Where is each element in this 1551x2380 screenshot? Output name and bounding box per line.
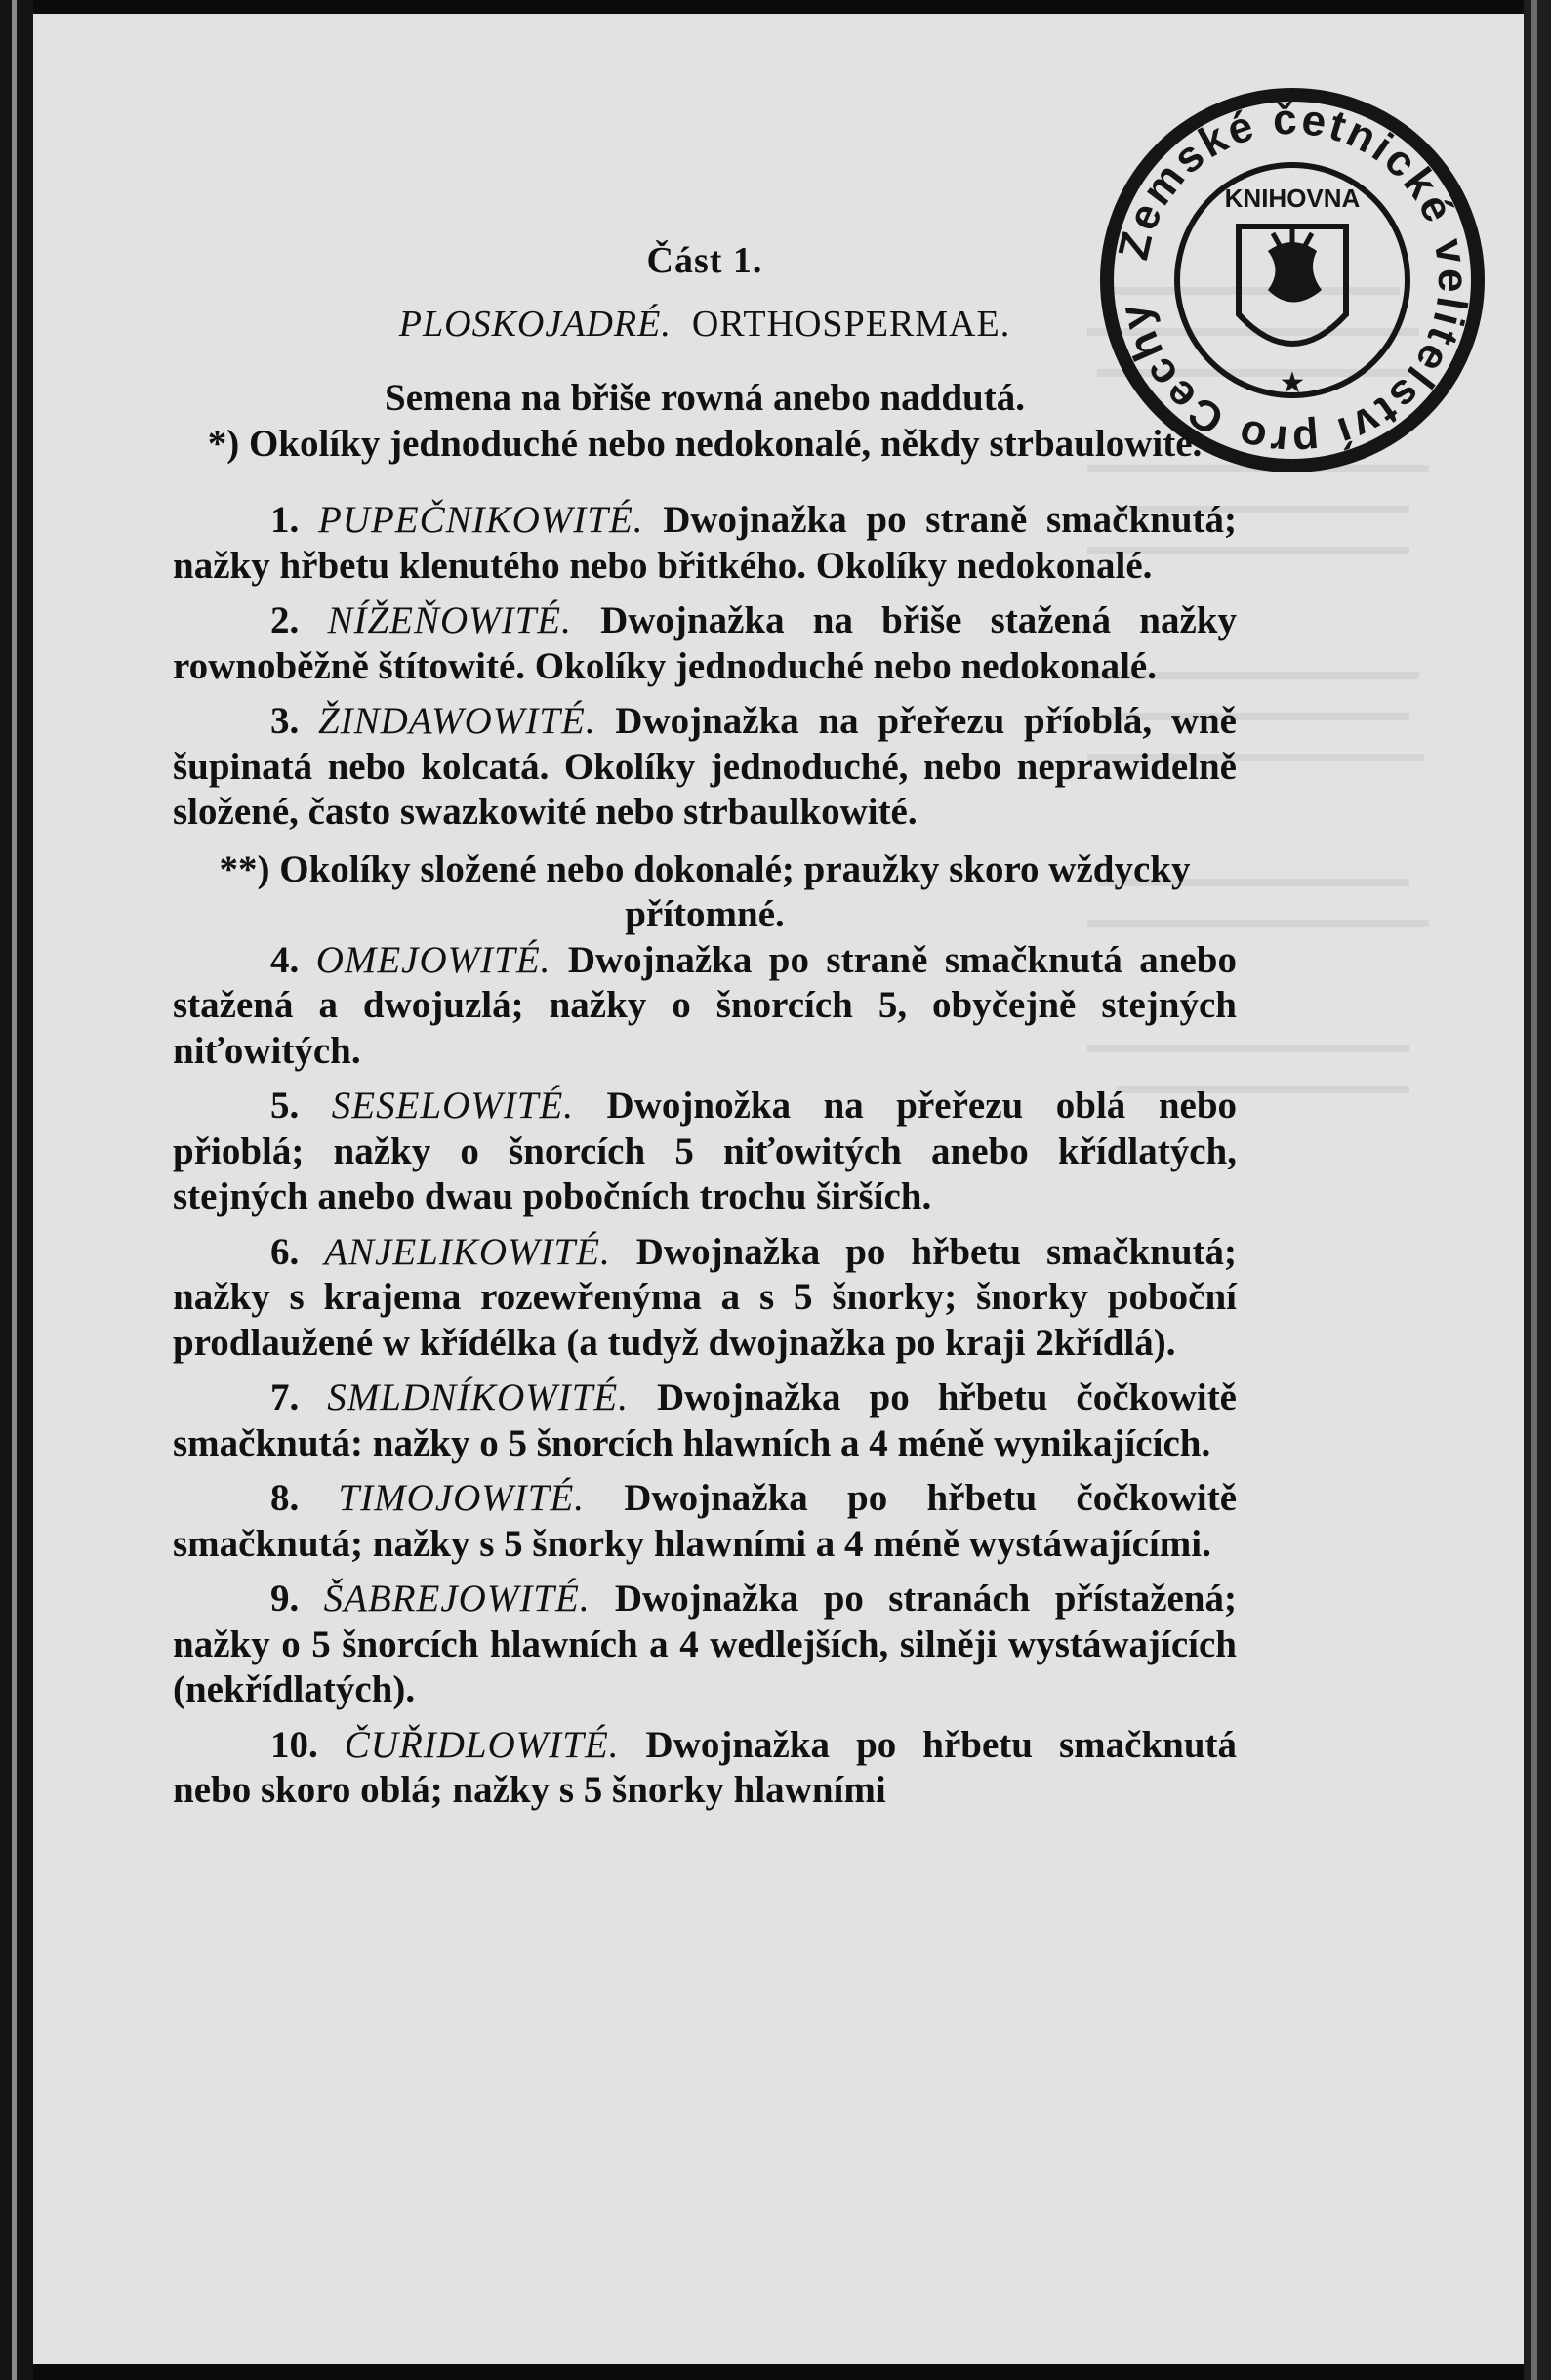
scan-left-margin <box>0 0 33 2380</box>
family-name: OMEJOWITÉ. <box>315 938 551 981</box>
family-entry <box>173 1577 1237 1713</box>
family-description: Dwojnažka na přeřezu příoblá, wně šupinatá nebo kolcatá. Okolíky jednoduché, nebo neprawidelně složené, často swazkowité nebo strbaulkowité. <box>173 700 1237 833</box>
family-entry <box>173 598 1237 689</box>
section-title-latin: ORTHOSPERMAE. <box>691 303 1011 345</box>
family-number: 6. <box>270 1230 325 1273</box>
family-entry <box>173 498 1237 589</box>
family-name: ŠABREJOWITÉ. <box>323 1578 591 1620</box>
part-heading: Část 1. <box>646 240 763 281</box>
family-entry <box>173 1723 1237 1814</box>
family-description: Dwojnažka po straně smačknutá anebo stažená a dwojuzlá; nažky o šnorcích 5, obyčejně stejných niťowitých. <box>173 938 1237 1072</box>
family-description: Dwojnažka po hřbetu čočkowitě smačknutá: nažky o 5 šnorcích hlawních a 4 méně wynikajících. <box>173 1376 1237 1464</box>
family-entry <box>173 938 1237 1075</box>
family-entry <box>173 1375 1237 1466</box>
family-name: NÍŽEŇOWITÉ. <box>327 599 572 641</box>
family-number: 4. <box>270 938 316 981</box>
family-description: Dwojnožka na přeřezu oblá nebo přioblá; nažky o šnorcích 5 niťowitých anebo křídlatých, stejných anebo dwau pobočních trochu širších. <box>173 1085 1238 1217</box>
page-edge <box>1531 0 1537 2380</box>
families-group-1 <box>173 498 1237 836</box>
family-entry <box>173 1230 1237 1367</box>
scan-right-margin <box>1524 0 1551 2380</box>
family-name: SMLDNÍKOWITÉ. <box>327 1376 630 1418</box>
family-number: 3. <box>270 700 318 742</box>
family-description: Dwojnažka po hřbetu smačknutá nebo skoro oblá; nažky s 5 šnorky hlawními <box>173 1723 1238 1811</box>
family-description: Dwojnažka po straně smačknutá; nažky hřbetu klenutého nebo břitkého. Okolíky nedokonalé. <box>173 499 1237 587</box>
family-number: 8. <box>270 1477 339 1519</box>
family-name: ČUŘIDLOWITÉ. <box>344 1723 620 1766</box>
page-text <box>173 238 1237 1814</box>
section-title <box>173 302 1237 348</box>
family-entry <box>173 1084 1237 1220</box>
family-name: TIMOJOWITÉ. <box>338 1477 586 1519</box>
book-page <box>33 14 1524 2364</box>
binding-edge <box>12 0 17 2380</box>
family-number: 9. <box>270 1578 324 1620</box>
svg-text:★: ★ <box>1279 366 1306 400</box>
family-description: Dwojnažka po hřbetu smačknutá; nažky s krajema rozewřenýma a s 5 šnorky; šnorky poboční prodlaužené w křídélka (a tudyž dwojnažka po kraji 2křídlá). <box>173 1230 1237 1364</box>
family-description: Dwojnažka po hřbetu čočkowitě smačknutá; nažky s 5 šnorky hlawními a 4 méně wystáwajícími. <box>173 1477 1238 1565</box>
families-group-2 <box>173 938 1237 1814</box>
family-description: Dwojnažka po stranách přístažená; nažky o 5 šnorcích hlawních a 4 wedlejších, silněji wystáwajících (nekřídlatých). <box>173 1578 1237 1710</box>
family-number: 10. <box>270 1723 345 1766</box>
family-number: 5. <box>270 1085 332 1127</box>
family-entry <box>173 699 1237 836</box>
family-entry <box>173 1476 1237 1567</box>
group2-heading: **) Okolíky složené nebo dokonalé; praužky skoro wždycky přítomné. <box>219 847 1191 935</box>
family-name: PUPEČNIKOWITÉ. <box>317 499 644 541</box>
stamp-ring-text: Zemské četnické velitelství pro Čechy <box>1109 95 1478 466</box>
family-name: SESELOWITÉ. <box>331 1085 575 1127</box>
intro-line: Semena na břiše rowná anebo naddutá. <box>385 377 1025 419</box>
family-description: Dwojnažka na břiše stažená nažky rownoběžně štítowité. Okolíky jednoduché nebo nedokonalé. <box>173 599 1237 687</box>
family-name: ŽINDAWOWITÉ. <box>317 700 596 742</box>
group1-heading: *) Okolíky jednoduché nebo nedokonalé, někdy strbaulowité. <box>207 422 1203 465</box>
family-number: 1. <box>270 499 318 541</box>
section-title-cz: PLOSKOJADRÉ. <box>398 303 672 345</box>
family-name: ANJELIKOWITÉ. <box>324 1230 611 1273</box>
family-number: 7. <box>270 1376 328 1418</box>
stamp-center-text: KNIHOVNA <box>1224 184 1361 213</box>
family-number: 2. <box>270 599 328 641</box>
